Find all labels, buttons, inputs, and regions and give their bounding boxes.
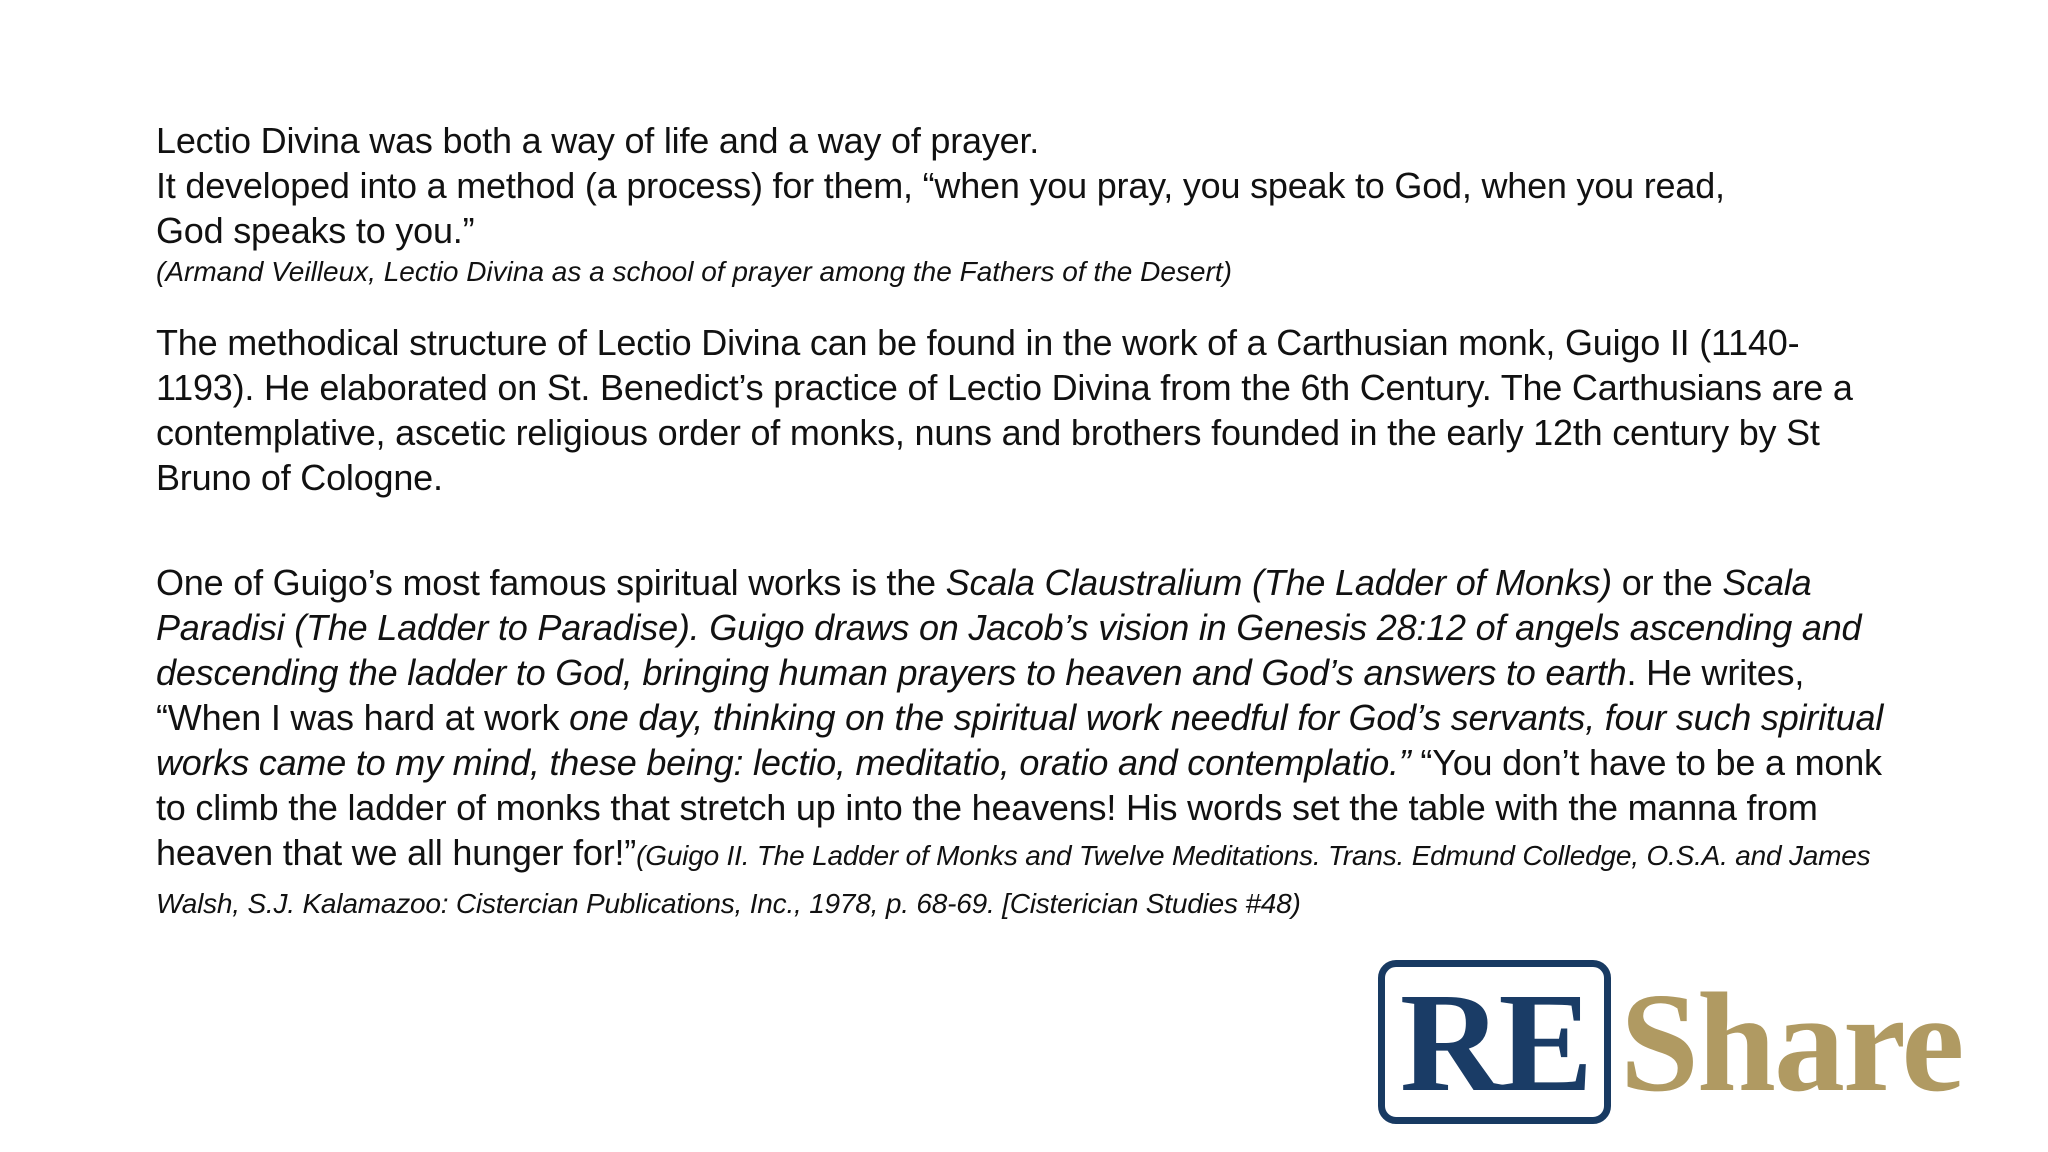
slide-content [156,118,1896,926]
paragraph3-seg1: One of Guigo’s most famous spiritual works is the [156,562,946,603]
guigo-quote: one day, thinking on the spiritual work needful for God’s servants, four such spiritual works came to my mind, these being: lectio, meditatio, oratio and contemplatio.” [156,697,1884,783]
citation-guigo: (Guigo II. The Ladder of Monks and Twelve Meditations. Trans. Edmund Colledge, O.S.A. and James Walsh, S.J. Kalamazoo: Cistercian Publications, Inc., 1978, p. 68-69. [Cisterician Studies #48) [156,840,1871,919]
citation-veilleux: (Armand Veilleux, Lectio Divina as a school of prayer among the Fathers of the Desert) [156,256,1232,287]
scala-claustralium-title: Scala Claustralium (The Ladder of Monks) [945,562,1612,603]
logo-text-re: RE [1399,963,1590,1121]
paragraph3-seg7: “You don’t have to be a monk to climb the ladder of monks that stretch up into the heavens! His words set the table with the manna from heaven that we all hunger for!” [156,742,1882,873]
paragraph1-line2: It developed into a method (a process) for them, “when you pray, you speak to God, when you read, [156,165,1725,206]
paragraph1-line3: God speaks to you.” [156,210,475,251]
paragraph1-line1: Lectio Divina was both a way of life and a way of prayer. [156,120,1040,161]
paragraph-lectio-divina [156,118,1896,253]
paragraph-methodical-structure: The methodical structure of Lectio Divina can be found in the work of a Carthusian monk, Guigo II (1140-1193). He elaborated on St. Benedict’s practice of Lectio Divina from the 6th Century. The Carthusians are a contemplative, ascetic religious order of monks, nuns and brothers founded in the early 12th century by St Bruno of Cologne. [156,322,1853,498]
paragraph-guigo-works [156,560,1896,926]
logo-text-share: Share [1620,963,1963,1121]
paragraph3-seg3: or the [1611,562,1723,603]
reshare-logo [1378,960,2028,1132]
paragraph3-seg5: . He writes, “When I was hard at work [156,652,1805,738]
scala-paradisi-passage: Scala Paradisi (The Ladder to Paradise). Guigo draws on Jacob’s vision in Genesis 28:12 of angels ascending and descending the ladder to God, bringing human prayers to heaven and God’s answers to earth [156,562,1862,693]
